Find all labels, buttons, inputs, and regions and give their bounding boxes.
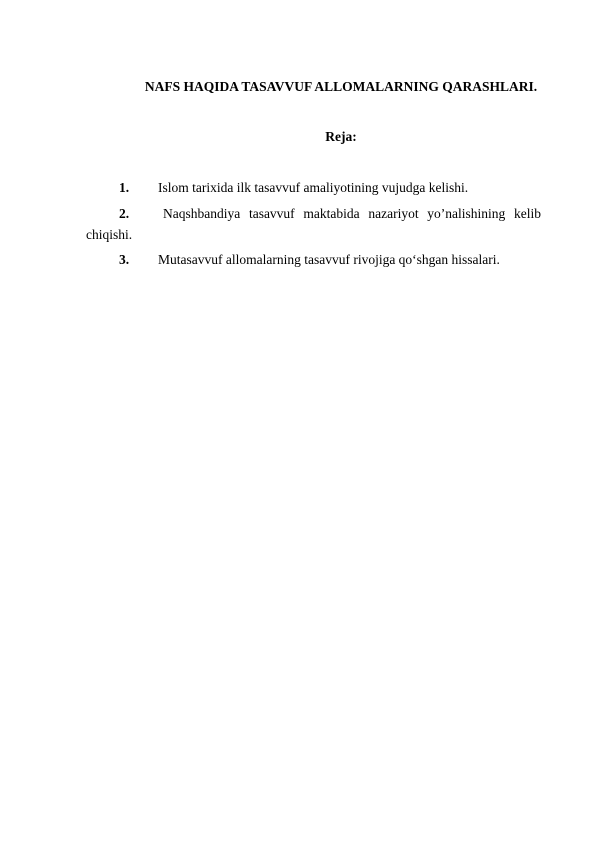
plan-item-text: Naqshbandiya tasavvuf maktabida nazariyot yo’nalishining kelib: [163, 206, 541, 221]
plan-item-number: 3.: [119, 252, 130, 267]
plan-item-text: Mutasavvuf allomalarning tasavvuf rivojiga qo‘shgan hissalari.: [158, 252, 500, 267]
document-title: NAFS HAQIDA TASAVVUF ALLOMALARNING QARASHLARI.: [144, 79, 538, 94]
plan-item-number: 2.: [119, 206, 130, 221]
plan-item-number: 1.: [119, 180, 130, 195]
plan-item-text: Islom tarixida ilk tasavvuf amaliyotining vujudga kelishi.: [158, 180, 469, 195]
plan-item-text-continuation: chiqishi.: [86, 227, 133, 242]
plan-heading: Reja:: [325, 129, 357, 144]
